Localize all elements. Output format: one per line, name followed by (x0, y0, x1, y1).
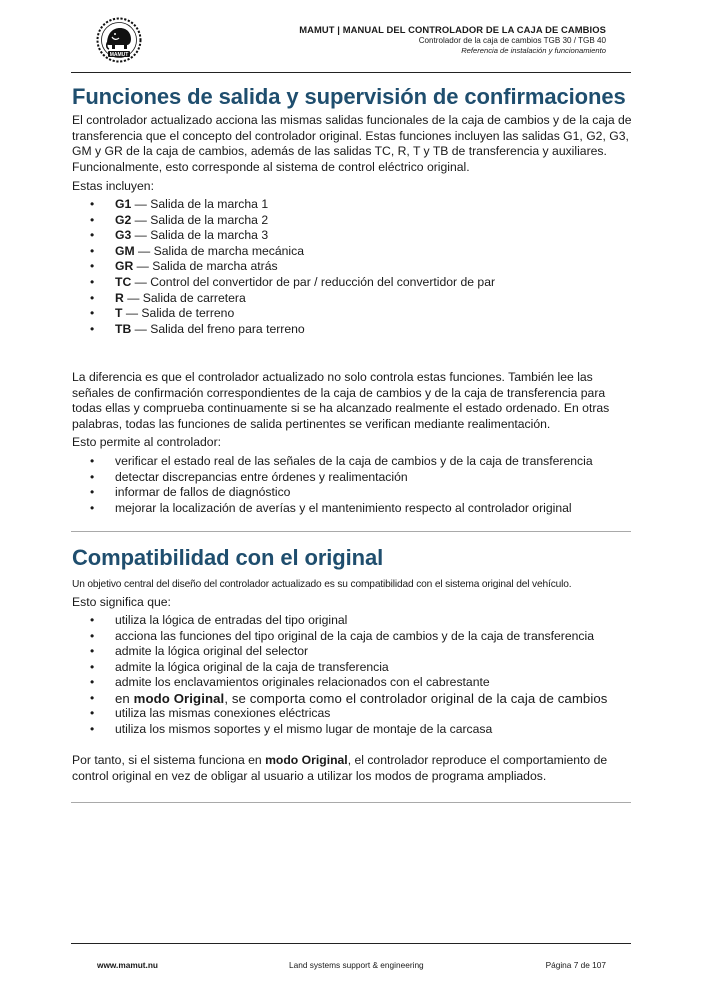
section-divider (71, 531, 631, 532)
footer-website: www.mamut.nu (97, 960, 158, 970)
list-item: • TC — Control del convertidor de par / reducción del convertidor de par (72, 275, 617, 291)
includes-label: Estas incluyen: (72, 179, 154, 193)
section1-difference: La diferencia es que el controlador actualizado no solo controla estas funciones. También lee las señales de confirmación correspondientes de la caja de cambios y de la caja de transferencia para todas ellas y comprueba continuamente si se ha alcanzado realmente el estado ordenado. En otras palabras, todas las funciones de salida pertinentes se verifican mediante realimentación. (72, 370, 610, 431)
list-item: • G3 — Salida de la marcha 3 (72, 228, 617, 244)
list-item: • utiliza los mismos soportes y el mismo lugar de montaje de la carcasa (72, 722, 617, 738)
compatibility-list (72, 613, 617, 738)
section2-conclusion: Por tanto, si el sistema funciona en modo Original, el controlador reproduce el comportamiento de control original en vez de obligar al usuario a utilizar los modos de programa ampliados. (72, 753, 608, 783)
mamut-logo (96, 17, 142, 63)
list-item: • GM — Salida de marcha mecánica (72, 244, 617, 260)
footer-page-number: Página 7 de 107 (545, 960, 606, 970)
section1-intro: El controlador actualizado acciona las mismas salidas funcionales de la caja de cambios y de la caja de transferencia que el concepto del controlador original. Estas funciones incluyen las salidas G1, G2, G3, GM y GR de la caja de cambios, además de las salidas TC, R, T y TB de transferencia y auxiliares. Funcionalmente, esto corresponde al sistema de control eléctrico original. (72, 113, 632, 174)
section-heading-output-functions: Funciones de salida y supervisión de confirmaciones (72, 84, 626, 109)
list-item: • admite la lógica original de la caja de transferencia (72, 660, 617, 676)
section2-intro: Un objetivo central del diseño del controlador actualizado es su compatibilidad con el sistema original del vehículo. (72, 579, 572, 590)
allows-label: Esto permite al controlador: (72, 435, 222, 449)
list-item: • admite la lógica original del selector (72, 644, 617, 660)
list-item: • admite los enclavamientos originales relacionados con el cabrestante (72, 675, 617, 691)
svg-text:MAMUT: MAMUT (109, 52, 129, 58)
section-heading-compatibility: Compatibilidad con el original (72, 545, 384, 570)
list-item: • T — Salida de terreno (72, 306, 617, 322)
means-label: Esto significa que: (72, 595, 171, 609)
list-item: • detectar discrepancias entre órdenes y realimentación (72, 470, 617, 486)
footer-tagline: Land systems support & engineering (289, 960, 424, 970)
list-item: • verificar el estado real de las señales de la caja de cambios y de la caja de transferencia (72, 454, 617, 470)
header-subtitle: Controlador de la caja de cambios TGB 30 / TGB 40 (418, 36, 606, 45)
mode-original-term: modo Original (265, 753, 348, 767)
section-end-divider (71, 802, 631, 803)
list-item: • acciona las funciones del tipo original de la caja de cambios y de la caja de transferencia (72, 629, 617, 645)
list-item: • utiliza la lógica de entradas del tipo original (72, 613, 617, 629)
list-item: • GR — Salida de marcha atrás (72, 259, 617, 275)
header-divider (71, 72, 631, 73)
list-item: • G1 — Salida de la marcha 1 (72, 197, 617, 213)
list-item: • R — Salida de carretera (72, 291, 617, 307)
footer-divider (71, 943, 631, 944)
list-item: • TB — Salida del freno para terreno (72, 322, 617, 338)
list-item-original-mode: • en modo Original, se comporta como el controlador original de la caja de cambios (72, 691, 617, 706)
controller-capabilities-list (72, 454, 617, 516)
header-title: MAMUT | MANUAL DEL CONTROLADOR DE LA CAJA DE CAMBIOS (299, 24, 606, 35)
header-reference: Referencia de instalación y funcionamiento (461, 46, 606, 55)
list-item: • G2 — Salida de la marcha 2 (72, 213, 617, 229)
output-functions-list (72, 197, 617, 337)
page-header (299, 24, 606, 56)
list-item: • mejorar la localización de averías y el mantenimiento respecto al controlador original (72, 501, 617, 517)
list-item: • utiliza las mismas conexiones eléctricas (72, 706, 617, 722)
list-item: • informar de fallos de diagnóstico (72, 485, 617, 501)
